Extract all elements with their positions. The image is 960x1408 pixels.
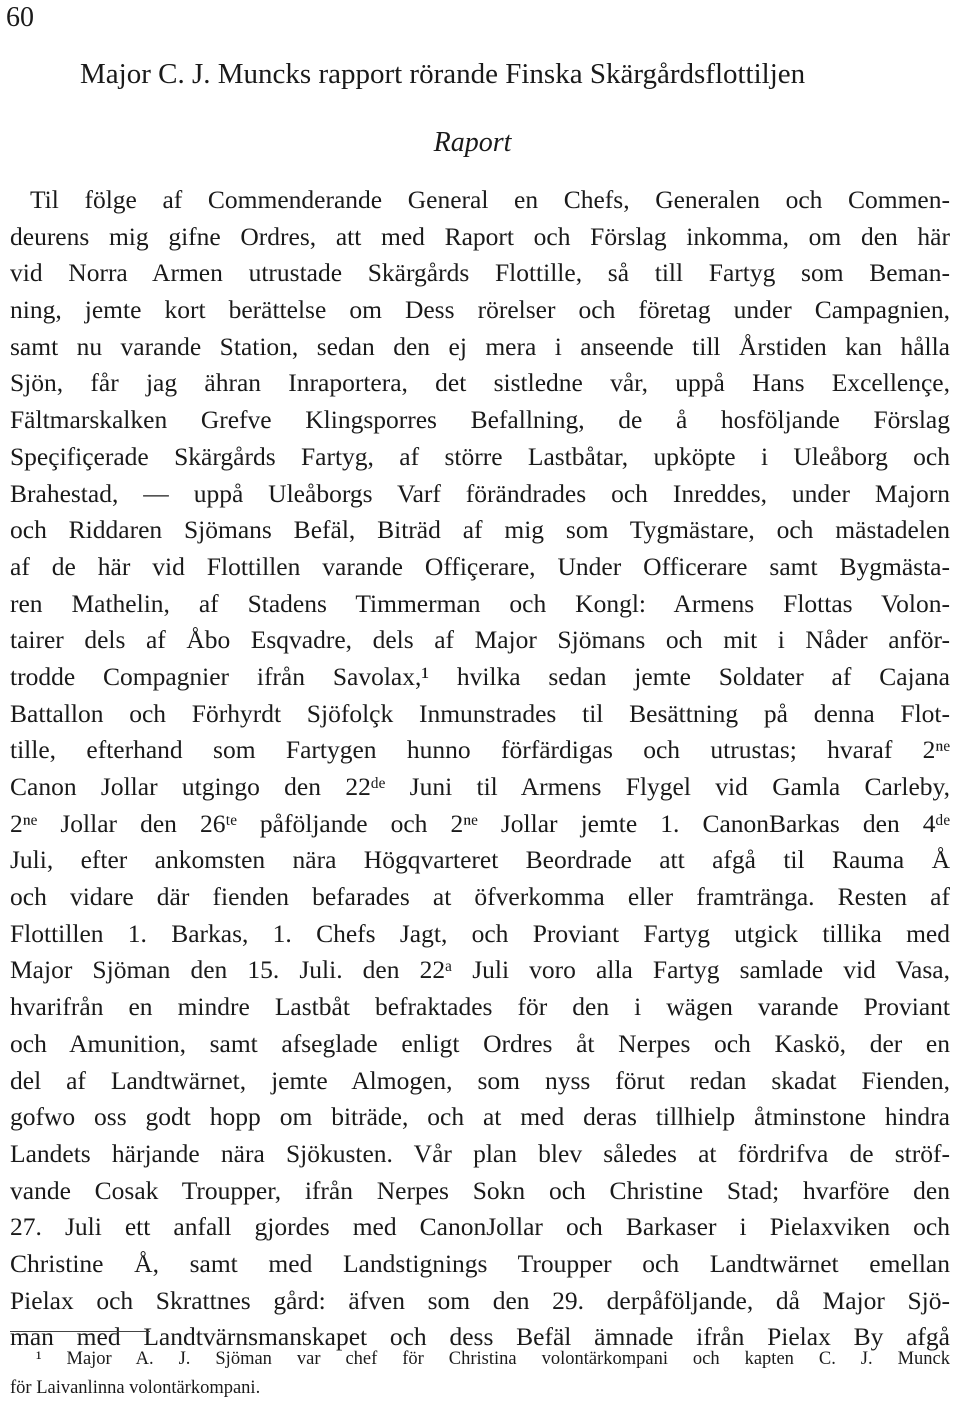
body-line: Flottillen 1. Barkas, 1. Chefs Jagt, och Proviant Fartyg utgick tillika med (10, 918, 950, 948)
footnote-divider (10, 1331, 150, 1332)
body-line: deurens mig gifne Ordres, att med Raport och Förslag inkomma, om den här (10, 221, 950, 251)
report-subheading: Raport (433, 127, 512, 158)
body-line: 27. Juli ett anfall gjordes med CanonJollar och Barkaser i Pielaxviken och (10, 1212, 950, 1242)
body-line: Brahestad, — uppå Uleåborgs Varf förändrades och Inreddes, under Majorn (10, 478, 950, 508)
body-line: tairer dels af Åbo Esqvadre, dels af Major Sjömans och mit i Nåder anför- (10, 625, 950, 655)
body-line: Battallon och Förhyrdt Sjöfolçk Inmunstrades til Besättning på denna Flot- (10, 698, 950, 728)
body-line: Speçifiçerade Skärgårds Fartyg, af större Lastbåtar, upköpte i Uleåborg och (10, 441, 950, 471)
footnote (10, 1345, 950, 1403)
body-line: ning, jemte kort berättelse om Dess rörelser och företag under Campagnien, (10, 295, 950, 325)
page-number: 60 (6, 2, 34, 33)
body-line: vande Cosak Troupper, ifrån Nerpes Sokn och Christine Stad; hvarföre den (10, 1175, 950, 1205)
footnote-line: för Laivanlinna volontärkompani. (10, 1378, 261, 1398)
body-line: Canon Jollar utgingo den 22ᵈᵉ Juni til Armens Flygel vid Gamla Carleby, (10, 772, 950, 801)
footnote-line: ¹ Major A. J. Sjöman var chef för Christina volontärkompani och kapten C. J. Munck (36, 1349, 950, 1369)
body-line: Pielax och Skrattnes gård: äfven som den 29. derpåföljande, då Major Sjö- (10, 1285, 950, 1315)
body-line: och Riddaren Sjömans Befäl, Biträd af mig som Tygmästare, och mästadelen (10, 515, 950, 545)
body-line: Juli, efter ankomsten nära Högqvarteret Beordrade att afgå til Rauma Å (10, 845, 950, 875)
body-line: Sjön, får jag ähran Inraportera, det sistledne vår, uppå Hans Excellençe, (10, 368, 950, 398)
body-line: Christine Å, samt med Landstignings Troupper och Landtwärnet emellan (10, 1248, 950, 1278)
body-line: af de här vid Flottillen varande Offiçerare, Under Officerare samt Bygmästa- (10, 551, 950, 581)
body-line: vid Norra Armen utrustade Skärgårds Flottille, så till Fartyg som Beman- (10, 258, 950, 288)
body-line: man med Landtvärnsmanskapet och dess Befäl ämnade ifrån Pielax By afgå (10, 1322, 950, 1352)
body-line: del af Landtwärnet, jemte Almogen, som nyss förut redan skadat Fienden, (10, 1065, 950, 1095)
body-line: och vidare där fienden befarades at öfverkomma eller framtränga. Resten af (10, 882, 950, 912)
body-line: Landets härjande nära Sjökusten. Vår plan blev således at fördrifva de ströf- (10, 1138, 950, 1168)
body-line: hvarifrån en mindre Lastbåt befraktades för den i wägen varande Proviant (10, 992, 950, 1022)
body-line: Fältmarskalken Grefve Klingsporres Befallning, de å hosföljande Förslag (10, 405, 950, 435)
body-line: Major Sjöman den 15. Juli. den 22ᵃ Juli voro alla Fartyg samlade vid Vasa, (10, 955, 950, 985)
body-line: Til fölge af Commenderande General en Chefs, Generalen och Commen- (30, 185, 950, 214)
body-line: ren Mathelin, af Stadens Timmerman och Kongl: Armens Flottas Volon- (10, 588, 950, 618)
body-line: och Amunition, samt afseglade enligt Ordres åt Nerpes och Kaskö, der en (10, 1028, 950, 1058)
body-line: 2ⁿᵉ Jollar den 26ᵗᵉ påföljande och 2ⁿᵉ Jollar jemte 1. CanonBarkas den 4ᵈᵉ (10, 808, 950, 838)
article-heading: Major C. J. Muncks rapport rörande Finska Skärgårdsflottiljen (80, 58, 806, 90)
body-line: trodde Compagnier ifrån Savolax,¹ hvilka sedan jemte Soldater af Cajana (10, 661, 950, 691)
body-line: tille, efterhand som Fartygen hunno förfärdigas och utrustas; hvaraf 2ⁿᵉ (10, 735, 950, 765)
report-body (10, 182, 950, 1356)
body-line: samt nu varande Station, sedan den ej mera i anseende till Årstiden kan hålla (10, 331, 950, 361)
body-line: gofwo oss godt hopp om biträde, och at med deras tillhielp åtminstone hindra (10, 1102, 950, 1132)
